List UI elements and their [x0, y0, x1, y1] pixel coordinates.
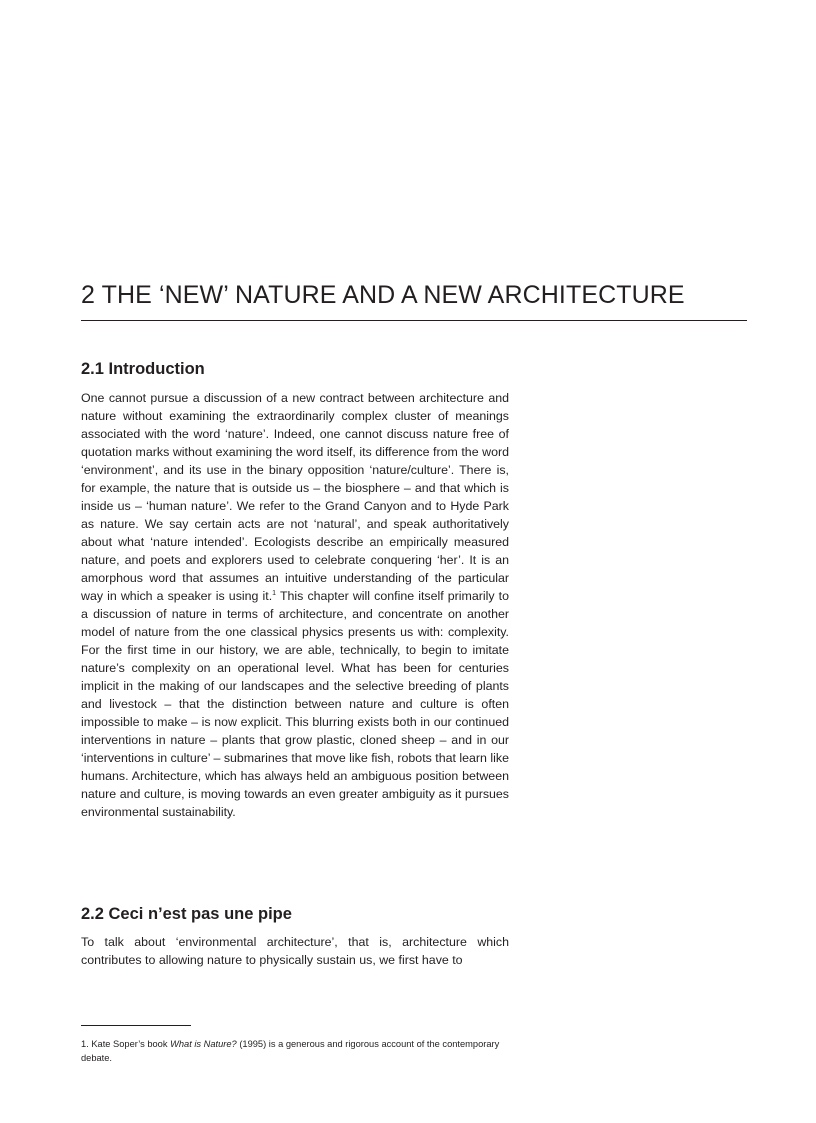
section-heading-ceci-nest-pas-une-pipe: 2.2 Ceci n’est pas une pipe: [81, 905, 292, 923]
footnote-prefix: 1. Kate Soper’s book: [81, 1039, 171, 1049]
section-heading-introduction: 2.1 Introduction: [81, 360, 205, 378]
introduction-paragraph: [81, 389, 509, 821]
introduction-text-part2: This chapter will confine itself primarily to a discussion of nature in terms of architecture, and concentrate on another model of nature from the one classical physics presents us with: complexity. For the first time in our history, we are able, technically, to begin to imitate nature’s complexity on an operational level. What has been for centuries implicit in the making of our landscapes and the selective breeding of plants and livestock – that the distinction between nature and culture is often impossible to make – is now explicit. This blurring exists both in our continued interventions in nature – plants that grow plastic, cloned sheep – and in our ‘interventions in culture’ – submarines that move like fish, robots that learn like humans. Architecture, which has always held an ambiguous position between nature and culture, is moving towards an even greater ambiguity as it pursues environmental sustainability.: [81, 589, 509, 819]
introduction-text-part1: One cannot pursue a discussion of a new contract between architecture and nature without examining the extraordinarily complex cluster of meanings associated with the word ‘nature’. Indeed, one cannot discuss nature free of quotation marks without examining the word itself, its difference from the word ‘environment’, and its use in the binary opposition ‘nature/culture’. There is, for example, the nature that is outside us – the biosphere – and that which is inside us – ‘human nature’. We refer to the Grand Canyon and to Hyde Park as nature. We say certain acts are not ‘natural’, and speak authoritatively about what ‘nature intended’. Ecologists describe an empirically measured nature, and poets and explorers used to celebrate conquering ‘her’. It is an amorphous word that assumes an intuitive understanding of the particular way in which a speaker is using it.: [81, 391, 509, 603]
footnote-reference-marker: 1: [272, 590, 277, 597]
footnote-book-title: What is Nature?: [170, 1039, 237, 1049]
footnote-separator: [81, 1025, 191, 1026]
ceci-section-paragraph: To talk about ‘environmental architecture’, that is, architecture which contributes to allowing nature to physically sustain us, we first have to: [81, 935, 509, 967]
chapter-title-rule: [81, 320, 747, 321]
footnote-suffix: (1995) is a generous and rigorous account of the contemporary debate.: [81, 1039, 500, 1063]
footnote: [81, 1037, 509, 1065]
chapter-title: 2 THE ‘NEW’ NATURE AND A NEW ARCHITECTURE: [81, 281, 685, 309]
